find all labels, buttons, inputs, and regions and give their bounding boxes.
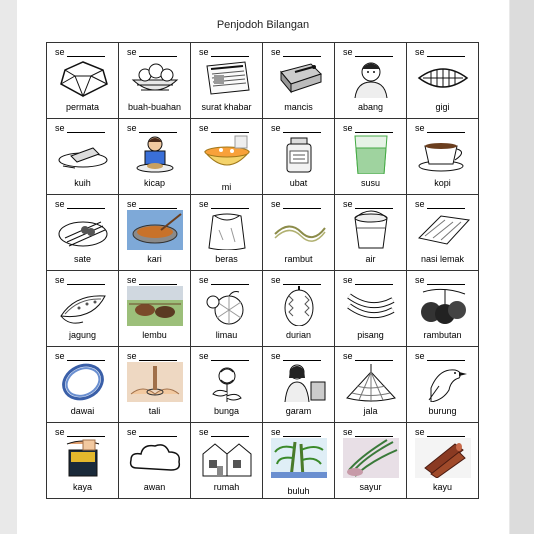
table-row xyxy=(47,347,479,423)
cloud-icon xyxy=(127,438,183,478)
answer-blank xyxy=(67,208,105,209)
answer-blank xyxy=(283,56,321,57)
prefix-label: se xyxy=(199,199,209,209)
noun-label: kaya xyxy=(72,482,92,492)
answer-blank xyxy=(211,208,249,209)
prefix-label: se xyxy=(415,275,425,285)
prefix-label: se xyxy=(415,351,425,361)
child-eating-icon xyxy=(127,134,183,174)
word-cell xyxy=(191,347,263,423)
noun-label: lembu xyxy=(142,330,167,340)
rice-sack-icon xyxy=(199,210,255,250)
prefix-label: se xyxy=(271,199,281,209)
answer-blank xyxy=(283,360,321,361)
noun-label: durian xyxy=(285,330,312,340)
prefix-label: se xyxy=(343,199,353,209)
word-cell xyxy=(47,195,119,271)
word-cell xyxy=(407,347,479,423)
page-edge-shadow xyxy=(510,0,534,534)
jam-jar-icon xyxy=(55,438,111,478)
table-row xyxy=(47,195,479,271)
answer-blank xyxy=(139,436,177,437)
word-cell xyxy=(47,119,119,195)
noun-label: permata xyxy=(65,102,100,112)
page-title: Penjodoh Bilangan xyxy=(216,19,310,31)
answer-blank xyxy=(355,208,393,209)
prefix-label: se xyxy=(271,275,281,285)
wood-logs-icon xyxy=(415,438,471,478)
answer-blank xyxy=(211,360,249,361)
prefix-label: se xyxy=(127,47,137,57)
answer-blank xyxy=(67,436,105,437)
prefix-label: se xyxy=(271,47,281,57)
noodle-bowl-icon xyxy=(199,134,255,174)
teeth-icon xyxy=(415,58,471,98)
answer-blank xyxy=(427,132,465,133)
answer-blank xyxy=(427,436,465,437)
word-cell xyxy=(335,423,407,499)
vegetable-bunch-icon xyxy=(343,438,399,478)
prefix-label: se xyxy=(271,123,281,133)
answer-blank xyxy=(139,360,177,361)
cake-plate-icon xyxy=(55,134,111,174)
prefix-label: se xyxy=(271,427,281,437)
word-cell xyxy=(263,119,335,195)
noun-label: beras xyxy=(215,254,238,264)
flower-icon xyxy=(199,362,255,402)
noun-label: dawai xyxy=(70,406,95,416)
prefix-label: se xyxy=(127,123,137,133)
prefix-label: se xyxy=(415,47,425,57)
word-cell xyxy=(47,423,119,499)
word-cell xyxy=(335,43,407,119)
word-cell xyxy=(119,43,191,119)
answer-blank xyxy=(211,56,249,57)
word-cell xyxy=(407,43,479,119)
noun-label: ubat xyxy=(289,178,308,188)
word-cell xyxy=(335,195,407,271)
answer-blank xyxy=(211,436,249,437)
word-cell xyxy=(119,195,191,271)
noun-label: pisang xyxy=(357,330,384,340)
woman-cooking-icon xyxy=(271,362,327,402)
answer-blank xyxy=(355,56,393,57)
leaf-packet-icon xyxy=(415,210,471,250)
word-cell xyxy=(47,43,119,119)
hair-strand-icon xyxy=(271,210,327,250)
prefix-label: se xyxy=(343,427,353,437)
word-cell xyxy=(191,423,263,499)
noun-label: nasi lemak xyxy=(420,254,465,264)
fruit-basket-icon xyxy=(127,58,183,98)
answer-blank xyxy=(355,284,393,285)
prefix-label: se xyxy=(199,351,209,361)
word-cell xyxy=(335,347,407,423)
word-cell xyxy=(407,423,479,499)
corn-icon xyxy=(55,286,111,326)
banana-bunch-icon xyxy=(343,286,399,326)
answer-blank xyxy=(283,436,321,437)
prefix-label: se xyxy=(127,351,137,361)
answer-blank xyxy=(427,56,465,57)
word-cell xyxy=(407,119,479,195)
noun-label: bunga xyxy=(213,406,240,416)
prefix-label: se xyxy=(127,427,137,437)
prefix-label: se xyxy=(343,123,353,133)
noun-label: susu xyxy=(360,178,380,188)
table-row xyxy=(47,43,479,119)
classifier-table xyxy=(46,42,479,499)
boy-icon xyxy=(343,58,399,98)
water-bucket-icon xyxy=(343,210,399,250)
noun-label: mi xyxy=(221,182,232,192)
answer-blank xyxy=(355,360,393,361)
word-cell xyxy=(191,195,263,271)
answer-blank xyxy=(139,208,177,209)
noun-label: rambut xyxy=(284,254,313,264)
prefix-label: se xyxy=(199,275,209,285)
word-cell xyxy=(263,195,335,271)
house-row-icon xyxy=(199,438,255,478)
answer-blank xyxy=(67,56,105,57)
word-cell xyxy=(47,271,119,347)
word-cell xyxy=(407,195,479,271)
noun-label: kopi xyxy=(434,178,451,188)
word-cell xyxy=(47,347,119,423)
answer-blank xyxy=(139,56,177,57)
noun-label: gigi xyxy=(435,102,450,112)
prefix-label: se xyxy=(343,275,353,285)
table-row xyxy=(47,119,479,195)
answer-blank xyxy=(67,360,105,361)
table-row xyxy=(47,423,479,499)
string-hands-icon xyxy=(127,362,183,402)
noun-label: garam xyxy=(285,406,312,416)
word-cell xyxy=(119,423,191,499)
prefix-label: se xyxy=(55,199,65,209)
worksheet-page xyxy=(17,0,509,534)
word-cell xyxy=(335,271,407,347)
prefix-label: se xyxy=(199,427,209,437)
answer-blank xyxy=(211,284,249,285)
newspaper-icon xyxy=(199,58,255,98)
word-cell xyxy=(407,271,479,347)
answer-blank xyxy=(427,284,465,285)
noun-label: kari xyxy=(147,254,162,264)
fishing-net-icon xyxy=(343,362,399,402)
noun-label: jala xyxy=(363,406,378,416)
prefix-label: se xyxy=(127,199,137,209)
answer-blank xyxy=(355,436,393,437)
prefix-label: se xyxy=(55,427,65,437)
word-cell xyxy=(263,423,335,499)
prefix-label: se xyxy=(343,351,353,361)
answer-blank xyxy=(67,132,105,133)
prefix-label: se xyxy=(415,427,425,437)
word-cell xyxy=(191,119,263,195)
noun-label: tali xyxy=(148,406,161,416)
bamboo-icon xyxy=(271,438,327,478)
answer-blank xyxy=(139,132,177,133)
gem-icon xyxy=(55,58,111,98)
word-cell xyxy=(119,271,191,347)
answer-blank xyxy=(427,208,465,209)
noun-label: burung xyxy=(428,406,457,416)
prefix-label: se xyxy=(199,47,209,57)
cattle-icon xyxy=(127,286,183,326)
milk-glass-icon xyxy=(343,134,399,174)
coffee-cup-icon xyxy=(415,134,471,174)
answer-blank xyxy=(67,284,105,285)
noun-label: sayur xyxy=(359,482,382,492)
answer-blank xyxy=(283,284,321,285)
noun-label: kayu xyxy=(432,482,452,492)
answer-blank xyxy=(355,132,393,133)
noun-label: jagung xyxy=(68,330,97,340)
answer-blank xyxy=(283,132,321,133)
prefix-label: se xyxy=(415,199,425,209)
noun-label: limau xyxy=(215,330,238,340)
word-cell xyxy=(263,347,335,423)
noun-label: air xyxy=(365,254,376,264)
noun-label: rumah xyxy=(213,482,240,492)
prefix-label: se xyxy=(127,275,137,285)
curry-pot-icon xyxy=(127,210,183,250)
durian-icon xyxy=(271,286,327,326)
noun-label: buah-buahan xyxy=(127,102,182,112)
noun-label: awan xyxy=(143,482,166,492)
wire-coil-icon xyxy=(55,362,111,402)
prefix-label: se xyxy=(55,123,65,133)
prefix-label: se xyxy=(55,275,65,285)
prefix-label: se xyxy=(343,47,353,57)
word-cell xyxy=(263,43,335,119)
answer-blank xyxy=(139,284,177,285)
noun-label: sate xyxy=(73,254,91,264)
answer-blank xyxy=(427,360,465,361)
answer-blank xyxy=(283,208,321,209)
matchbox-icon xyxy=(271,58,327,98)
prefix-label: se xyxy=(55,47,65,57)
noun-label: mancis xyxy=(284,102,313,112)
orange-icon xyxy=(199,286,255,326)
prefix-label: se xyxy=(415,123,425,133)
rambutan-icon xyxy=(415,286,471,326)
noun-label: rambutan xyxy=(423,330,462,340)
answer-blank xyxy=(211,132,249,133)
prefix-label: se xyxy=(271,351,281,361)
noun-label: abang xyxy=(357,102,384,112)
noun-label: buluh xyxy=(287,486,310,496)
medicine-bottle-icon xyxy=(271,134,327,174)
noun-label: surat khabar xyxy=(201,102,252,112)
prefix-label: se xyxy=(55,351,65,361)
word-cell xyxy=(191,43,263,119)
prefix-label: se xyxy=(199,123,209,133)
word-cell xyxy=(335,119,407,195)
table-row xyxy=(47,271,479,347)
bird-icon xyxy=(415,362,471,402)
word-cell xyxy=(263,271,335,347)
satay-plate-icon xyxy=(55,210,111,250)
word-cell xyxy=(119,119,191,195)
noun-label: kuih xyxy=(74,178,91,188)
word-cell xyxy=(191,271,263,347)
noun-label: kicap xyxy=(143,178,165,188)
word-cell xyxy=(119,347,191,423)
